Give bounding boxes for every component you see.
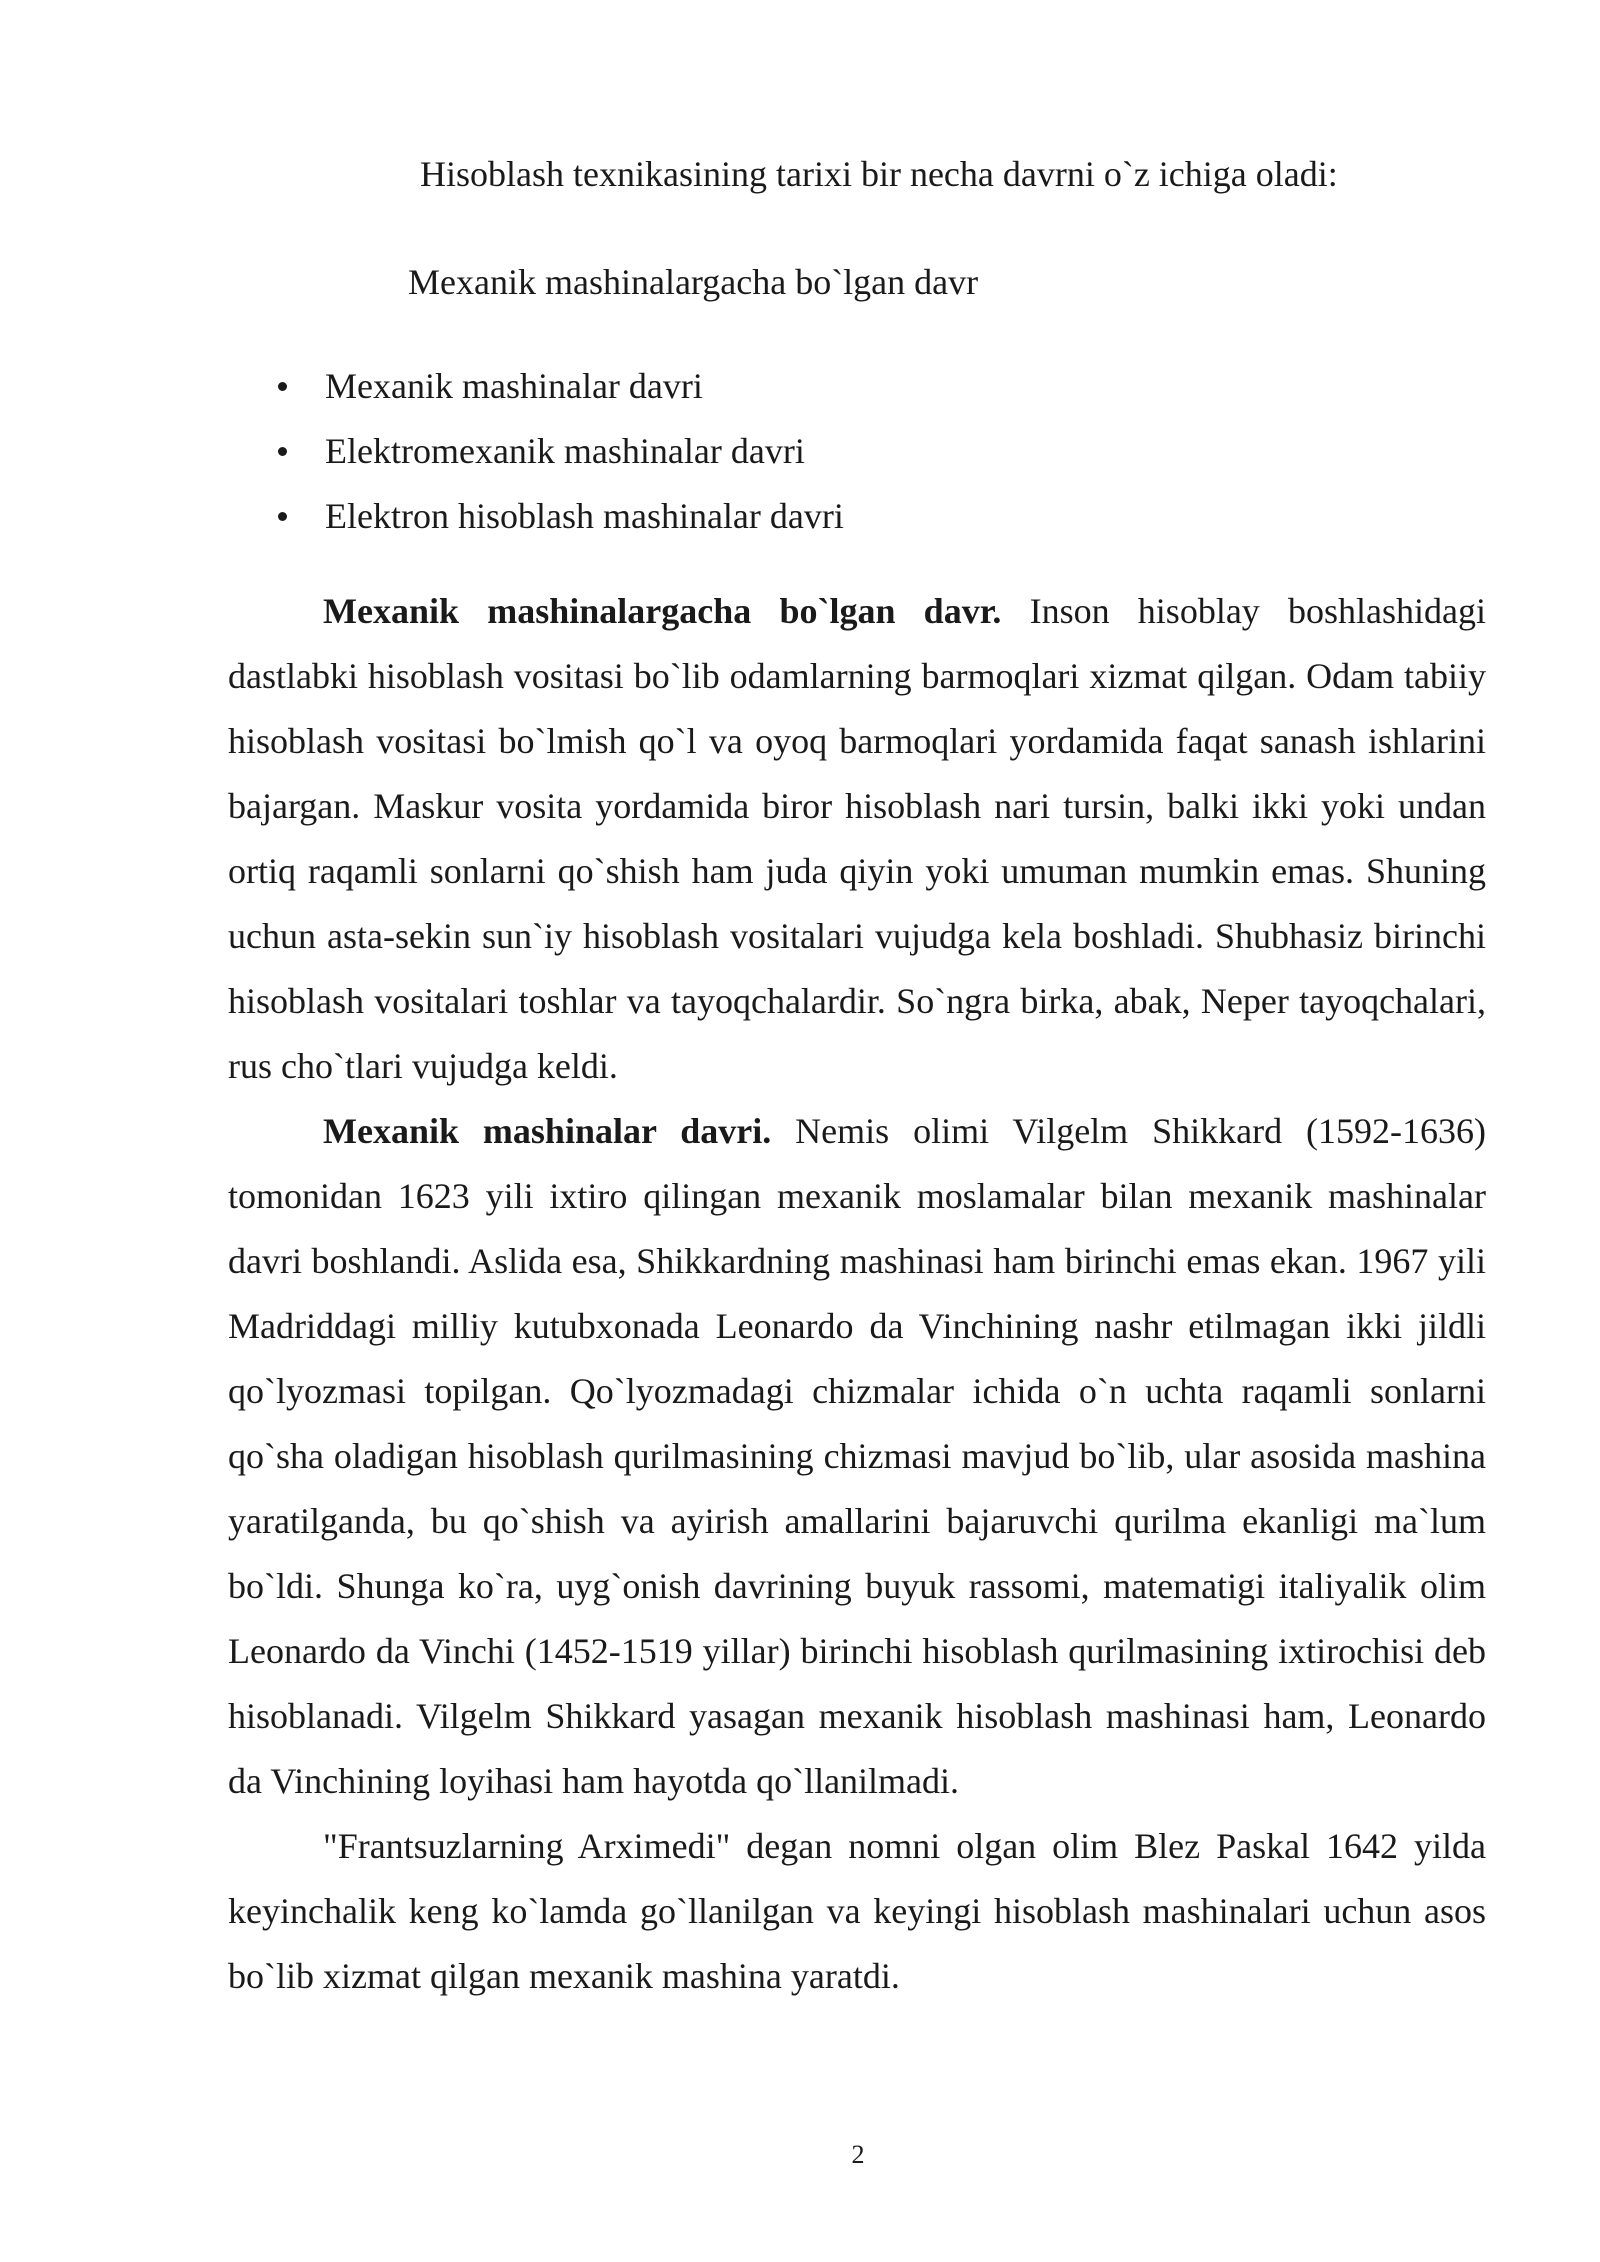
paragraph-heading: Mexanik mashinalargacha bo`lgan davr. [323,591,1002,631]
list-item-text: Mexanik mashinalar davri [325,366,703,406]
paragraph-pascal [228,1814,1486,2009]
bullet-icon [278,382,287,391]
paragraph-text: Inson hisoblay boshlashidagi dastlabki hisoblash vositasi bo`lib odamlarning barmoqlari xizmat qilgan. Odam tabiiy hisoblash vositasi bo`lmish qo`l va oyoq barmoqlari yordamida faqat sanash ishlarini bajargan. Maskur vosita yordamida biror hisoblash nari tursin, balki ikki yoki undan ortiq raqamli sonlarni qo`shish ham juda qiyin yoki umuman mumkin emas. Shuning uchun asta-sekin sun`iy hisoblash vositalari vujudga kela boshladi. Shubhasiz birinchi hisoblash vositalari toshlar va tayoqchalardir. So`ngra birka, abak, Neper tayoqchalari, rus cho`tlari vujudga keldi. [228,591,1486,1086]
list-item-text: Elektron hisoblash mashinalar davri [325,496,844,536]
list-item [228,354,1486,419]
paragraph-heading: Mexanik mashinalar davri. [323,1111,772,1151]
list-item [228,419,1486,484]
paragraph-text: Nemis olimi Vilgelm Shikkard (1592-1636) tomonidan 1623 yili ixtiro qilingan mexanik moslamalar bilan mexanik mashinalar davri boshlandi. Aslida esa, Shikkardning mashinasi ham birinchi emas ekan. 1967 yili Madriddagi milliy kutubxonada Leonardo da Vinchining nashr etilmagan ikki jildli qo`lyozmasi topilgan. Qo`lyozmadagi chizmalar ichida o`n uchta raqamli sonlarni qo`sha oladigan hisoblash qurilmasining chizmasi mavjud bo`lib, ular asosida mashina yaratilganda, bu qo`shish va ayirish amallarini bajaruvchi qurilma ekanligi ma`lum bo`ldi. Shunga ko`ra, uyg`onish davrining buyuk rassomi, matematigi italiyalik olim Leonardo da Vinchi (1452-1519 yillar) birinchi hisoblash qurilmasining ixtirochisi deb hisoblanadi. Vilgelm Shikkard yasagan mexanik hisoblash mashinasi ham, Leonardo da Vinchining loyihasi ham hayotda qo`llanilmadi. [228,1111,1486,1801]
bullet-icon [278,447,287,456]
intro-line: Hisoblash texnikasining tarixi bir necha davrni o`z ichiga oladi: [420,154,1338,194]
periods-list [228,354,1486,549]
paragraph-text: "Frantsuzlarning Arximedi" degan nomni olgan olim Blez Paskal 1642 yilda keyinchalik keng ko`lamda go`llanilgan va keyingi hisoblash mashinalari uchun asos bo`lib xizmat qilgan mexanik mashina yaratdi. [228,1826,1486,1996]
paragraph-mechanical [228,1099,1486,1814]
document-page [228,150,1486,2009]
list-item-text: Elektromexanik mashinalar davri [325,431,805,471]
first-period-line: Mexanik mashinalargacha bo`lgan davr [408,262,979,302]
list-item [228,484,1486,549]
bullet-icon [278,512,287,521]
paragraph-pre-mechanical [228,579,1486,1099]
page-number: 2 [851,2140,865,2169]
